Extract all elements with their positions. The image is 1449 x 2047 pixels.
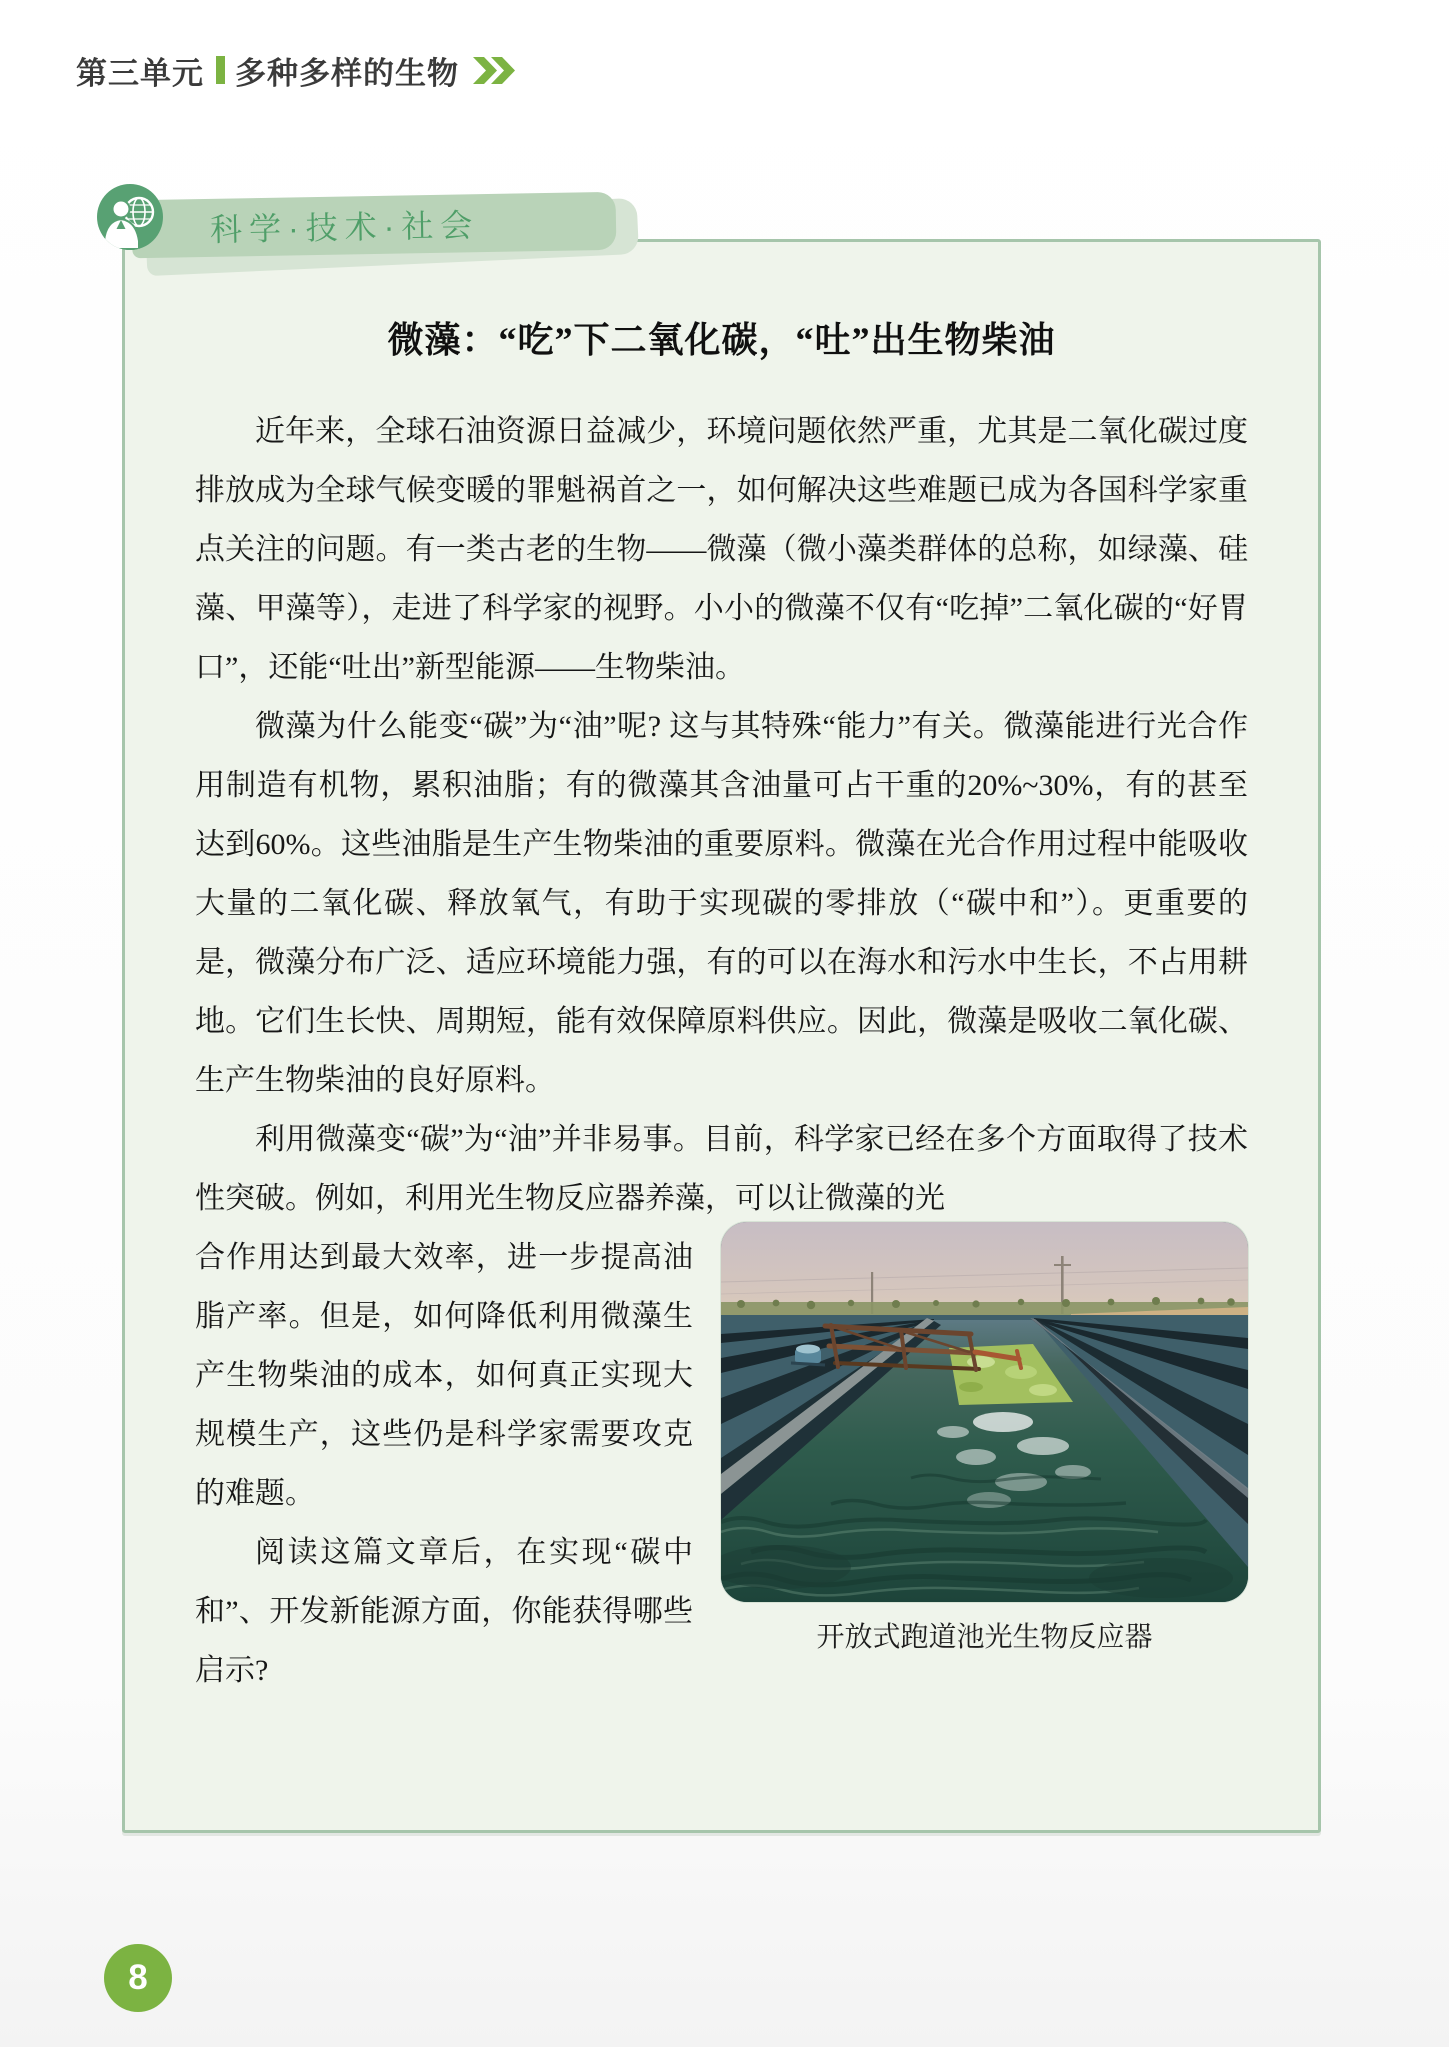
article-paragraph-1: 近年来，全球石油资源日益减少，环境问题依然严重，尤其是二氧化碳过度排放成为全球气候变暖的罪魁祸首之一，如何解决这些难题已成为各国科学家重点关注的问题。有一类古老的生物——微藻（微小藻类群体的总称，如绿藻、硅藻、甲藻等），走进了科学家的视野。小小的微藻不仅有“吃掉”二氧化碳的“好胃口”，还能“吐出”新型能源——生物柴油。 xyxy=(195,415,1248,684)
person-globe-icon xyxy=(96,183,164,251)
page-number: 8 xyxy=(128,1958,148,1997)
sts-badge xyxy=(96,181,636,271)
sts-content-box xyxy=(122,239,1321,1833)
unit-label: 第三单元 xyxy=(76,55,204,91)
article-paragraph-4: 阅读这篇文章后，在实现“碳中和”、开发新能源方面，你能获得哪些启示? xyxy=(195,1536,693,1687)
unit-header xyxy=(76,52,517,91)
article-paragraph-3-continued: 合作用达到最大效率，进一步提高油脂产率。但是，如何降低利用微藻生产生物柴油的成本，如何真正实现大规模生产，这些仍是科学家需要攻克的难题。 xyxy=(195,1241,693,1510)
separator-bar xyxy=(216,56,225,84)
badge-ribbon xyxy=(132,192,617,258)
double-chevron-icon xyxy=(473,57,517,84)
photo-caption: 开放式跑道池光生物反应器 xyxy=(816,1622,1153,1653)
page-number-badge xyxy=(104,1944,172,2012)
unit-title: 多种多样的生物 xyxy=(235,55,459,91)
badge-label: 科学·技术·社会 xyxy=(209,207,480,248)
article-title: 微藻：“吃”下二氧化碳，“吐”出生物柴油 xyxy=(387,320,1056,360)
article-paragraph-3: 利用微藻变“碳”为“油”并非易事。目前，科学家已经在多个方面取得了技术性突破。例如，利用光生物反应器养藻，可以让微藻的光 xyxy=(195,1123,1248,1215)
article-body xyxy=(195,402,1248,1700)
pond-photo-figure xyxy=(721,1222,1248,1658)
article-paragraph-2: 微藻为什么能变“碳”为“油”呢? 这与其特殊“能力”有关。微藻能进行光合作用制造有机物，累积油脂；有的微藻其含油量可占干重的20%~30%，有的甚至达到60%。这些油脂是生产生物柴油的重要原料。微藻在光合作用过程中能吸收大量的二氧化碳、释放氧气，有助于实现碳的零排放（“碳中和”）。更重要的是，微藻分布广泛、适应环境能力强，有的可以在海水和污水中生长，不占用耕地。它们生长快、周期短，能有效保障原料供应。因此，微藻是吸收二氧化碳、生产生物柴油的良好原料。 xyxy=(195,710,1248,1097)
raceway-pond-photo xyxy=(721,1222,1248,1602)
